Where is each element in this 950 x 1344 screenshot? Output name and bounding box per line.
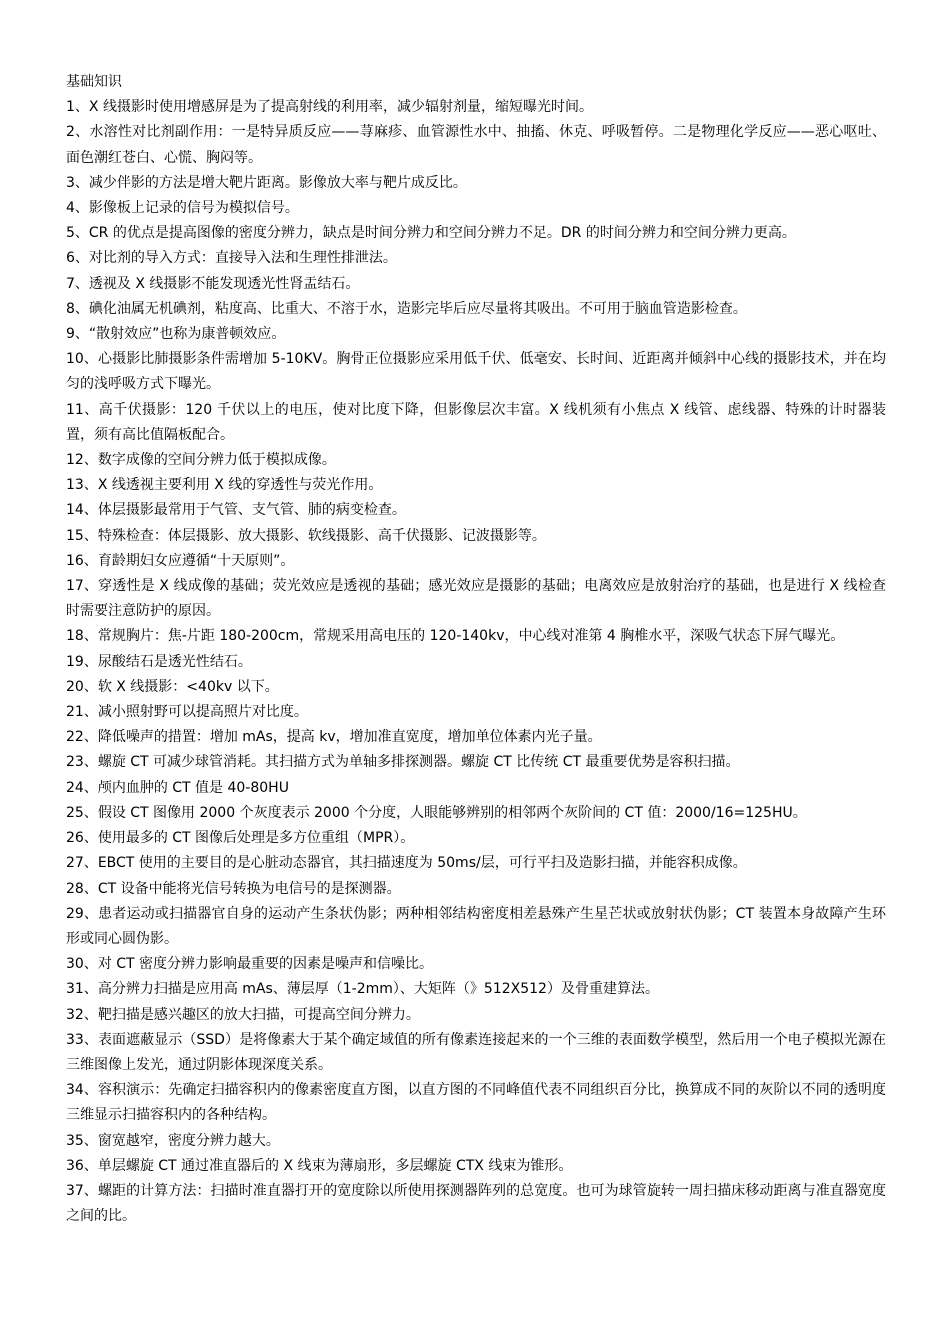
list-item: 10、心摄影比肺摄影条件需增加 5-10KV。胸骨正位摄影应采用低千伏、低毫安、长时间、近距离并倾斜中心线的摄影技术，并在均匀的浅呼吸方式下曝光。 [66, 351, 886, 393]
list-item: 32、靶扫描是感兴趣区的放大扫描，可提高空间分辨力。 [66, 1006, 420, 1023]
list-item: 15、特殊检查：体层摄影、放大摄影、软线摄影、高千伏摄影、记波摄影等。 [66, 527, 546, 544]
document-page [66, 70, 886, 1229]
list-item: 18、常规胸片：焦-片距 180-200cm，常规采用高电压的 120-140kv，中心线对准第 4 胸椎水平，深吸气状态下屏气曝光。 [66, 628, 845, 645]
list-item: 25、假设 CT 图像用 2000 个灰度表示 2000 个分度，人眼能够辨别的相邻两个灰阶间的 CT 值：2000/16=125HU。 [66, 804, 807, 821]
knowledge-list [66, 95, 886, 1229]
list-item: 20、软 X 线摄影：<40kv 以下。 [66, 678, 279, 695]
document-heading: 基础知识 [66, 74, 122, 90]
list-item: 37、螺距的计算方法：扫描时准直器打开的宽度除以所使用探测器阵列的总宽度。也可为球管旋转一周扫描床移动距离与准直器宽度之间的比。 [66, 1182, 886, 1225]
list-item: 29、患者运动或扫描器官自身的运动产生条状伪影；两种相邻结构密度相差悬殊产生星芒状或放射状伪影；CT 装置本身故障产生环形或同心圆伪影。 [66, 905, 886, 947]
list-item: 24、颅内血肿的 CT 值是 40-80HU [66, 779, 289, 796]
list-item: 23、螺旋 CT 可减少球管消耗。其扫描方式为单轴多排探测器。螺旋 CT 比传统 CT 最重要优势是容积扫描。 [66, 754, 740, 771]
list-item: 6、对比剂的导入方式：直接导入法和生理性排泄法。 [66, 250, 397, 267]
list-item: 28、CT 设备中能将光信号转换为电信号的是探测器。 [66, 880, 401, 897]
list-item: 3、减少伴影的方法是增大靶片距离。影像放大率与靶片成反比。 [66, 174, 467, 191]
list-item: 35、窗宽越窄，密度分辨力越大。 [66, 1132, 280, 1149]
list-item: 33、表面遮蔽显示（SSD）是将像素大于某个确定域值的所有像素连接起来的一个三维的表面数学模型，然后用一个电子模拟光源在三维图像上发光，通过阴影体现深度关系。 [66, 1031, 886, 1073]
list-item: 27、EBCT 使用的主要目的是心脏动态器官，其扫描速度为 50ms/层，可行平扫及造影扫描，并能容积成像。 [66, 855, 747, 872]
list-item: 19、尿酸结石是透光性结石。 [66, 653, 252, 670]
list-item: 8、碘化油属无机碘剂，粘度高、比重大、不溶于水，造影完毕后应尽量将其吸出。不可用于脑血管造影检查。 [66, 300, 747, 317]
list-item: 1、X 线摄影时使用增感屏是为了提高射线的利用率，减少辐射剂量，缩短曝光时间。 [66, 99, 593, 116]
list-item: 21、减小照射野可以提高照片对比度。 [66, 704, 308, 721]
list-item: 26、使用最多的 CT 图像后处理是多方位重组（MPR）。 [66, 830, 415, 847]
list-item: 4、影像板上记录的信号为模拟信号。 [66, 200, 299, 217]
list-item: 11、高千伏摄影：120 千伏以上的电压，使对比度下降，但影像层次丰富。X 线机须有小焦点 X 线管、虑线器、特殊的计时器装置，须有高比值隔板配合。 [66, 401, 886, 443]
list-item: 16、育龄期妇女应遵循“十天原则”。 [66, 552, 295, 569]
list-item: 5、CR 的优点是提高图像的密度分辨力，缺点是时间分辨力和空间分辨力不足。DR 的时间分辨力和空间分辨力更高。 [66, 225, 796, 242]
list-item: 14、体层摄影最常用于气管、支气管、肺的病变检查。 [66, 502, 406, 519]
list-item: 36、单层螺旋 CT 通过准直器后的 X 线束为薄扇形，多层螺旋 CTX 线束为锥形。 [66, 1157, 573, 1174]
list-item: 9、“散射效应”也称为康普顿效应。 [66, 326, 286, 343]
list-item: 13、X 线透视主要利用 X 线的穿透性与荧光作用。 [66, 477, 383, 494]
list-item: 2、水溶性对比剂副作用：一是特异质反应——荨麻疹、血管源性水中、抽搐、休克、呼吸暂停。二是物理化学反应——恶心呕吐、面色潮红苍白、心慌、胸闷等。 [66, 124, 886, 166]
list-item: 30、对 CT 密度分辨力影响最重要的因素是噪声和信噪比。 [66, 956, 434, 973]
list-item: 31、高分辨力扫描是应用高 mAs、薄层厚（1-2mm）、大矩阵（》512X512）及骨重建算法。 [66, 981, 659, 998]
list-item: 12、数字成像的空间分辨力低于模拟成像。 [66, 452, 336, 469]
list-item: 7、透视及 X 线摄影不能发现透光性肾盂结石。 [66, 275, 360, 292]
list-item: 34、容积演示：先确定扫描容积内的像素密度直方图，以直方图的不同峰值代表不同组织百分比，换算成不同的灰阶以不同的透明度三维显示扫描容积内的各种结构。 [66, 1082, 886, 1124]
list-item: 17、穿透性是 X 线成像的基础；荧光效应是透视的基础；感光效应是摄影的基础；电离效应是放射治疗的基础，也是进行 X 线检查时需要注意防护的原因。 [66, 578, 886, 620]
list-item: 22、降低噪声的措置：增加 mAs，提高 kv，增加准直宽度，增加单位体素内光子量。 [66, 729, 602, 746]
